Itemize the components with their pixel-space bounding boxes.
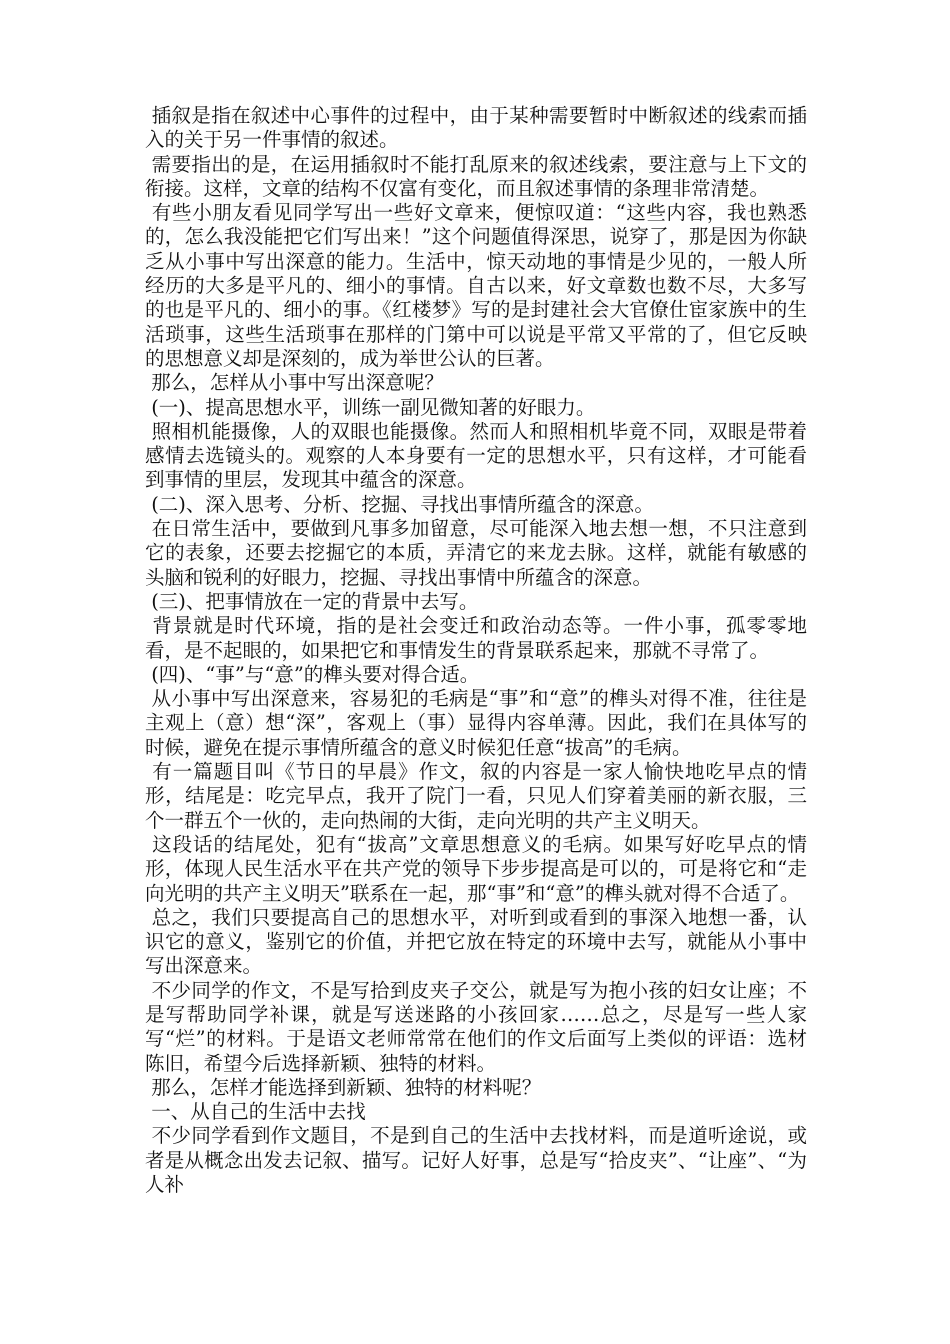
- heading-section-1: 一、从自己的生活中去找: [145, 1100, 366, 1124]
- paragraph-point-3-body: 背景就是时代环境，指的是社会变迁和政治动态等。一件小事，孤零零地看，是不起眼的，如果把它和事情发生的背景联系起来，那就不寻常了。: [145, 614, 807, 662]
- paragraph-point-2-body: 在日常生活中，要做到凡事多加留意，尽可能深入地去想一想，不只注意到它的表象，还要去挖掘它的本质，弄清它的来龙去脉。这样，就能有敏感的头脑和锐利的好眼力，挖掘、寻找出事情中所蕴含的深意。: [145, 517, 807, 589]
- heading-point-3: (三)、把事情放在一定的背景中去写。: [145, 589, 479, 613]
- paragraph-insertion-note: 需要指出的是，在运用插叙时不能打乱原来的叙述线索，要注意与上下文的衔接。这样，文章的结构不仅富有变化，而且叙述事情的条理非常清楚。: [145, 152, 807, 200]
- paragraph-example-critique: 这段话的结尾处，犯有“拔高”文章思想意义的毛病。如果写好吃早点的情形，体现人民生活水平在共产党的领导下步步提高是可以的，可是将它和“走向光明的共产主义明天”联系在一起，那“事”和“意”的榫头就对得不合适了。: [145, 832, 807, 905]
- paragraph-material-problem: 不少同学的作文，不是写拾到皮夹子交公，就是写为抱小孩的妇女让座；不是写帮助同学补课，就是写送迷路的小孩回家……总之，尽是写一些人家写“烂”的材料。于是语文老师常常在他们的作文后面写上类似的评语：选材陈旧，希望今后选择新颖、独特的材料。: [145, 978, 807, 1075]
- heading-point-1: (一)、提高思想水平，训练一副见微知著的好眼力。: [145, 395, 596, 419]
- paragraph-question: 那么，怎样从小事中写出深意呢？: [145, 371, 444, 395]
- paragraph-section-1-body: 不少同学看到作文题目，不是到自己的生活中去找材料，而是道听途说，或者是从概念出发去记叙、描写。记好人好事，总是写“拾皮夹”、“让座”、“为人补: [145, 1124, 807, 1197]
- paragraph-intro-definition: 插叙是指在叙述中心事件的过程中，由于某种需要暂时中断叙述的线索而插入的关于另一件事情的叙述。: [145, 104, 807, 152]
- paragraph-small-things: 有些小朋友看见同学写出一些好文章来，便惊叹道：“这些内容，我也熟悉的，怎么我没能把它们写出来！”这个问题值得深思，说穿了，那是因为你缺乏从小事中写出深意的能力。生活中，惊天动地的事情是少见的，一般人所经历的大多是平凡的、细小的事情。自古以来，好文章数也数不尽，大多写的也是平凡的、细小的事。《红楼梦》写的是封建社会大官僚仕宦家族中的生活琐事，这些生活琐事在那样的门第中可以说是平常又平常的了，但它反映的思想意义却是深刻的，成为举世公认的巨著。: [145, 201, 807, 370]
- paragraph-material-question: 那么，怎样才能选择到新颖、独特的材料呢？: [145, 1075, 542, 1099]
- paragraph-example: 有一篇题目叫《节日的早晨》作文，叙的内容是一家人愉快地吃早点的情形，结尾是：吃完早点，我开了院门一看，只见人们穿着美丽的新衣服，三个一群五个一伙的，走向热闹的大街，走向光明的共产主义明天。: [145, 760, 807, 832]
- document-page: [145, 104, 807, 1197]
- heading-point-4: (四)、“事”与“意”的榫头要对得合适。: [145, 662, 480, 686]
- paragraph-point-4-body: 从小事中写出深意来，容易犯的毛病是“事”和“意”的榫头对得不准，往往是主观上（意）想“深”，客观上（事）显得内容单薄。因此，我们在具体写的时候，避免在提示事情所蕴含的意义时候犯任意“拔高”的毛病。: [145, 687, 807, 759]
- paragraph-point-1-body: 照相机能摄像，人的双眼也能摄像。然而人和照相机毕竟不同，双眼是带着感情去选镜头的。观察的人本身要有一定的思想水平，只有这样，才可能看到事情的里层，发现其中蕴含的深意。: [145, 419, 807, 492]
- paragraph-summary: 总之，我们只要提高自己的思想水平，对听到或看到的事深入地想一番，认识它的意义，鉴别它的价值，并把它放在特定的环境中去写，就能从小事中写出深意来。: [145, 905, 807, 978]
- heading-point-2: (二)、深入思考、分析、挖掘、寻找出事情所蕴含的深意。: [145, 492, 654, 516]
